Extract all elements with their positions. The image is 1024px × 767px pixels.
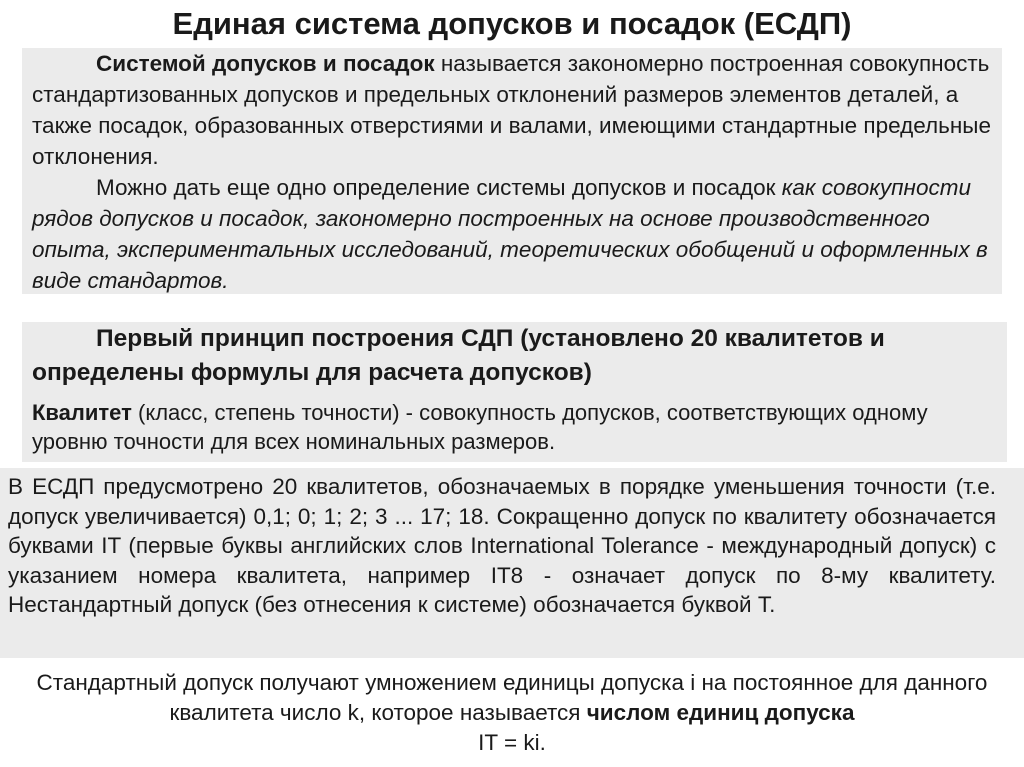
qualitet-term: Квалитет [32,400,132,425]
tolerance-units-term: числом единиц допуска [586,700,855,725]
standard-tolerance-panel [0,660,1024,767]
principle-panel [22,322,1007,396]
esdp-paragraph: В ЕСДП предусмотрено 20 квалитетов, обозначаемых в порядке уменьшения точности (т.е. допуск увеличивается) 0,1; 0; 1; 2; 3 ... 17; 18. Сокращенно допуск по квалитету обозначается буквами IT (первые буквы английских слов International Tolerance - международный допуск) с указанием номера квалитета, например IT8 - означает допуск по 8-му квалитету. Нестандартный допуск (без отнесения к системе) обозначается буквой Т. [8,474,996,617]
esdp-panel [0,468,1024,658]
standard-tolerance-paragraph [0,660,1024,758]
principle-heading: Первый принцип построения СДП (установлено 20 квалитетов и определены формулы для расчета допусков) [32,325,885,386]
standard-tolerance-text: Стандартный допуск получают умножением единицы допуска i на постоянное для данного квалитета число k, которое называется [36,670,988,725]
qualitet-definition [22,396,1007,456]
definition-paragraph-1 [22,48,1002,172]
definition-term: Системой допусков и посадок [96,51,435,76]
definition-text: называется закономерно построенная совокупность стандартизованных допусков и предельных отклонений размеров элементов деталей, а также посадок, образованных отверстиями и валами, имеющими стандартные предельные отклонения. [32,51,991,169]
alternative-definition-lead: Можно дать еще одно определение системы допусков и посадок [96,175,782,200]
alternative-definition-italic: как совокупности рядов допусков и посадок, закономерно построенных на основе производственного опыта, экспериментальных исследований, теоретических обобщений и оформленных в виде стандартов. [32,175,988,293]
tolerance-formula: IT = ki. [478,730,546,755]
definition-paragraph-2 [22,172,1002,296]
qualitet-text: (класс, степень точности) - совокупность допусков, соответствующих одному уровню точности для всех номинальных размеров. [32,400,928,454]
qualitet-panel [22,396,1007,462]
definition-panel [22,48,1002,294]
page-title: Единая система допусков и посадок (ЕСДП) [172,6,852,41]
